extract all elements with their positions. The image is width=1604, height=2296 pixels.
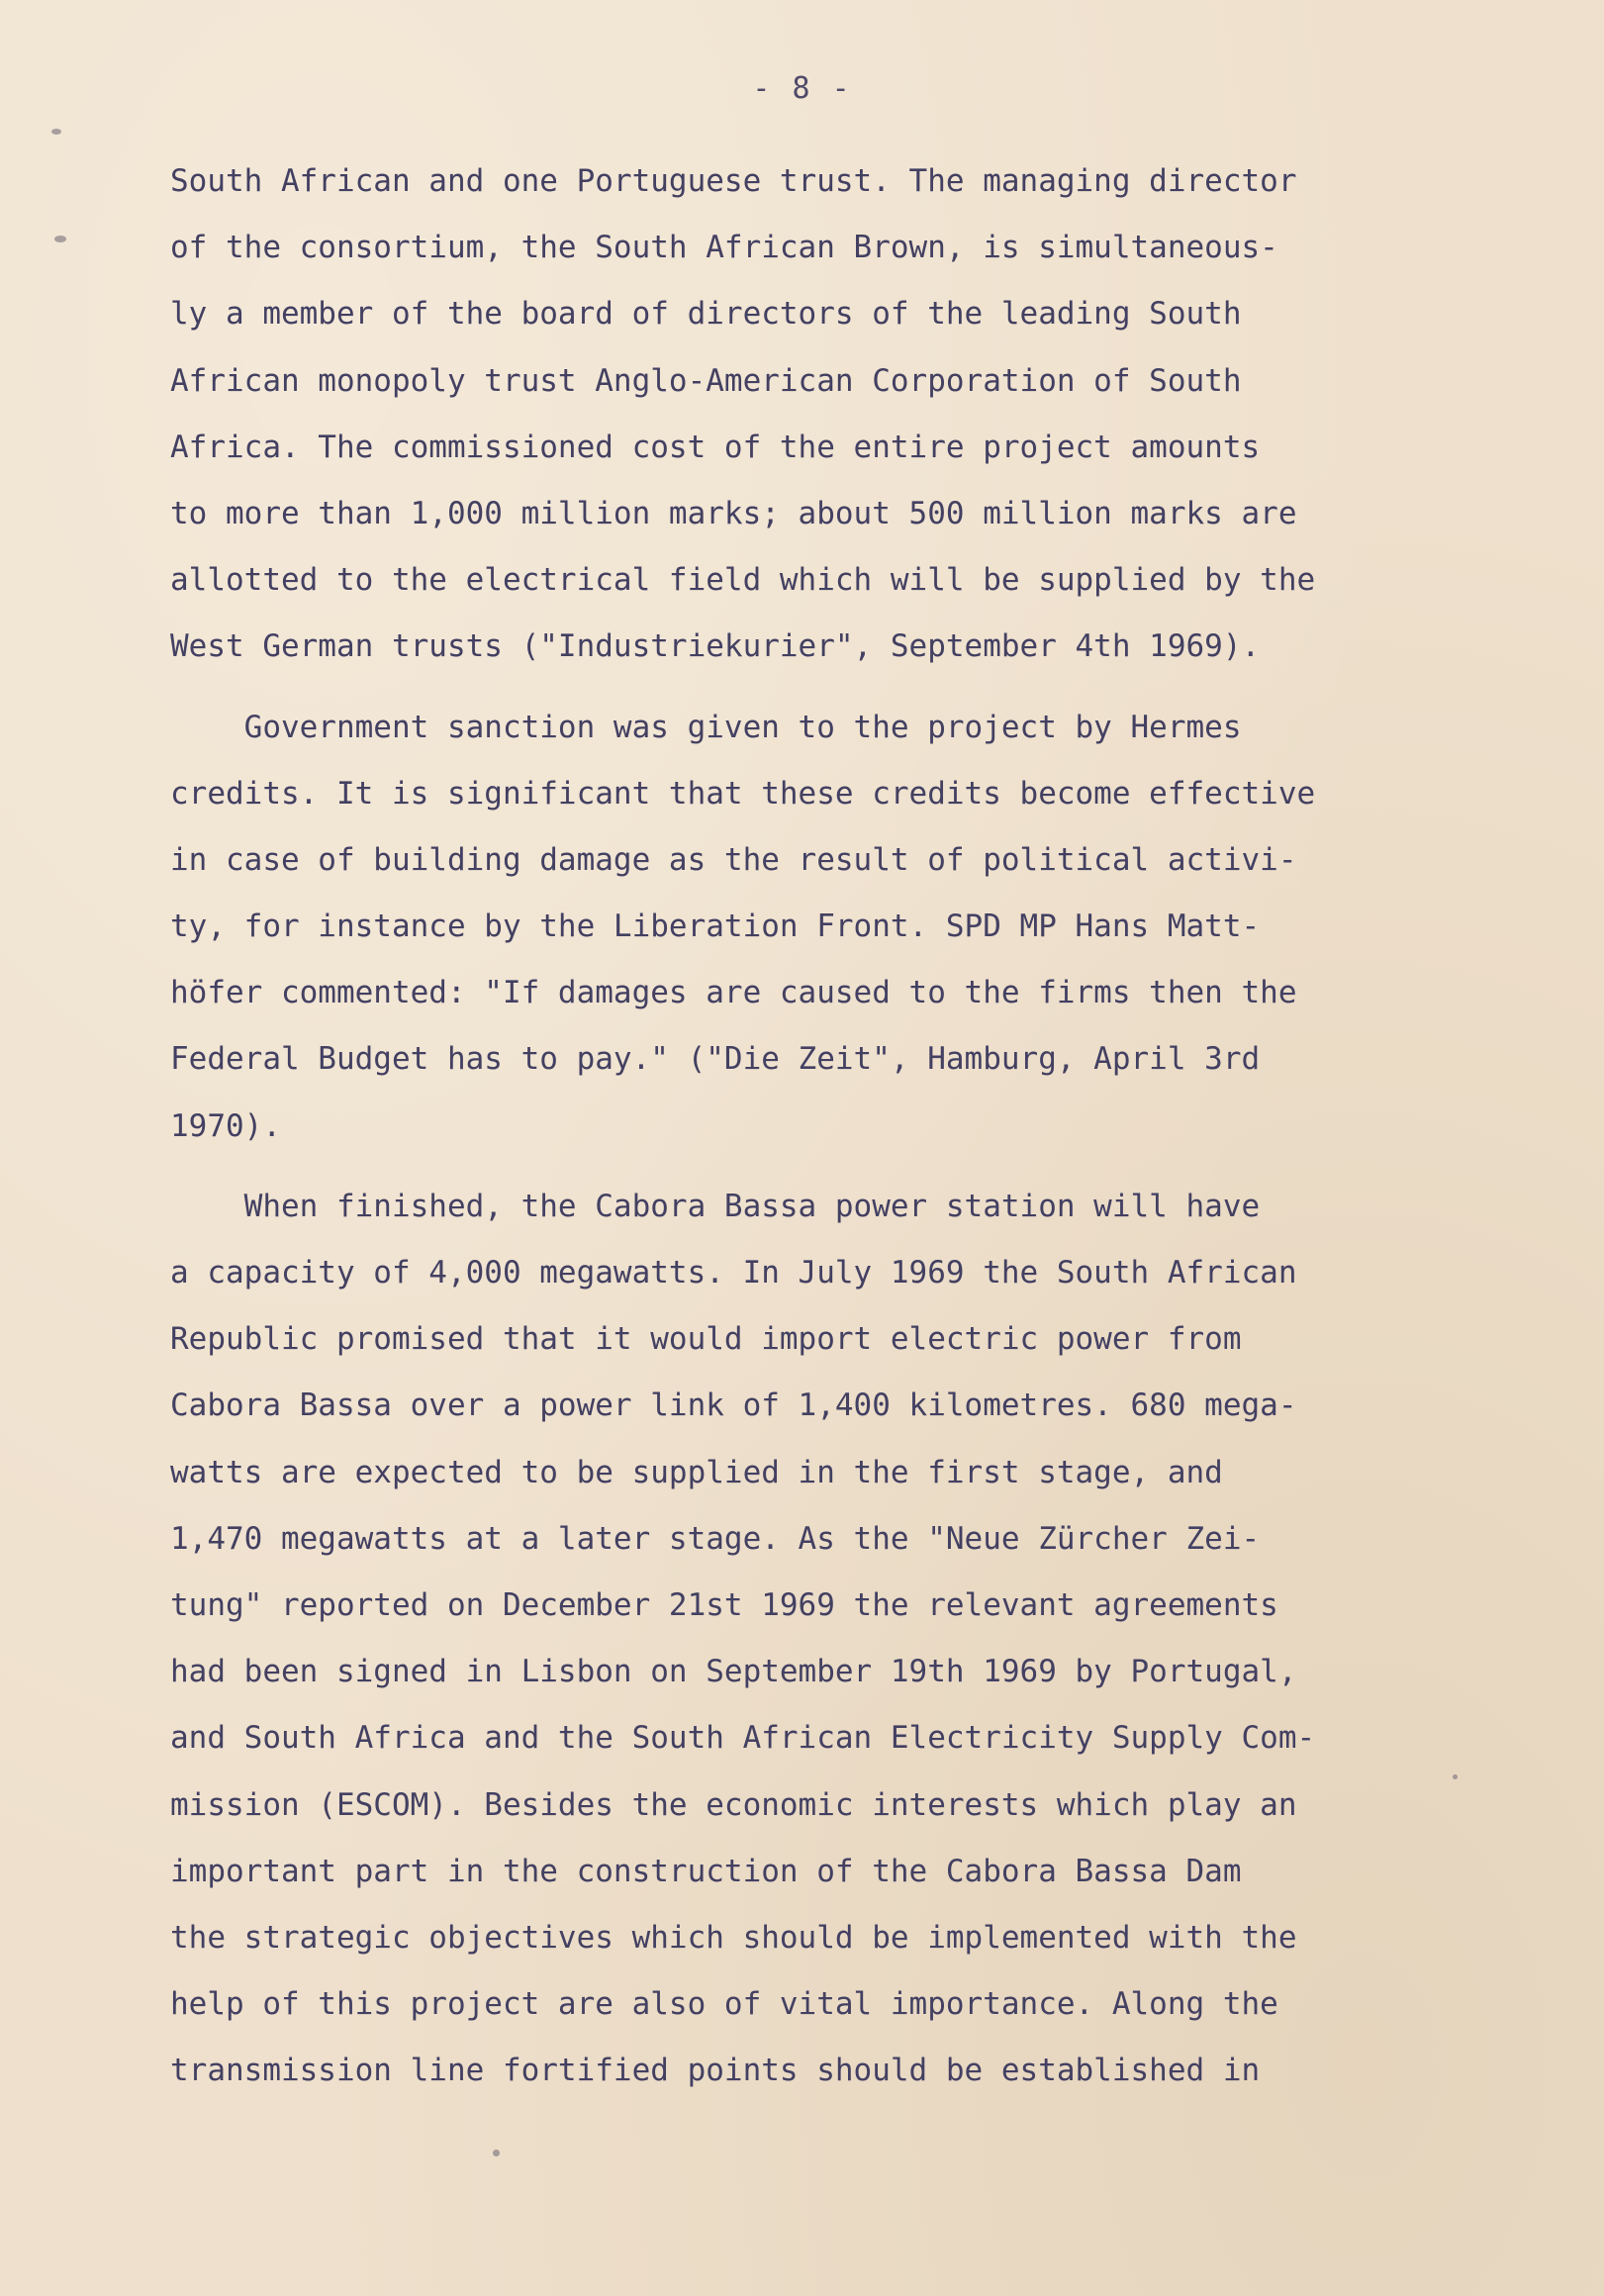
text-line: transmission line fortified points should be established in: [170, 2053, 1261, 2089]
text-line: tung" reported on December 21st 1969 the relevant agreements: [170, 1586, 1278, 1623]
text-line: had been signed in Lisbon on September 19th 1969 by Portugal,: [170, 1654, 1297, 1690]
text-line: to more than 1,000 million marks; about 500 million marks are: [170, 495, 1297, 531]
text-line: watts are expected to be supplied in the first stage, and: [170, 1454, 1223, 1490]
text-line: of the consortium, the South African Brown, is simultaneous-: [170, 230, 1278, 266]
text-line: the strategic objectives which should be implemented with the: [170, 1919, 1297, 1956]
text-line: ty, for instance by the Liberation Front. SPD MP Hans Matt-: [170, 909, 1261, 945]
ink-speck: [54, 236, 66, 242]
text-line: credits. It is significant that these credits become effective: [170, 775, 1316, 812]
text-line: When finished, the Cabora Bassa power station will have: [170, 1188, 1261, 1224]
paragraph-1: [170, 148, 1447, 681]
text-line: West German trusts ("Industriekurier", September 4th 1969).: [170, 628, 1261, 665]
paragraph-3: [170, 1174, 1447, 2105]
ink-speck: [493, 2150, 500, 2156]
text-line: Federal Budget has to pay." ("Die Zeit", Hamburg, April 3rd: [170, 1041, 1261, 1078]
text-line: höfer commented: "If damages are caused to the firms then the: [170, 975, 1297, 1011]
text-line: African monopoly trust Anglo-American Corporation of South: [170, 362, 1242, 399]
ink-speck: [51, 129, 61, 135]
paragraph-gap: [170, 681, 1447, 695]
paragraph-2: [170, 695, 1447, 1160]
paragraph-gap: [170, 1160, 1447, 1174]
text-line: Government sanction was given to the project by Hermes: [170, 709, 1242, 745]
text-line: 1970).: [170, 1107, 281, 1144]
text-line: a capacity of 4,000 megawatts. In July 1969 the South African: [170, 1255, 1297, 1291]
text-line: ly a member of the board of directors of the leading South: [170, 296, 1242, 333]
text-line: Republic promised that it would import electric power from: [170, 1321, 1242, 1358]
text-line: South African and one Portuguese trust. The managing director: [170, 163, 1297, 199]
text-line: allotted to the electrical field which will be supplied by the: [170, 562, 1316, 599]
text-line: in case of building damage as the result of political activi-: [170, 841, 1297, 878]
text-line: mission (ESCOM). Besides the economic interests which play an: [170, 1786, 1297, 1823]
ink-speck: [1453, 1774, 1458, 1779]
text-line: Africa. The commissioned cost of the entire project amounts: [170, 429, 1261, 465]
page-number: - 8 -: [752, 71, 852, 106]
text-line: 1,470 megawatts at a later stage. As the "Neue Zürcher Zei-: [170, 1520, 1261, 1557]
text-line: help of this project are also of vital importance. Along the: [170, 1986, 1278, 2023]
text-line: and South Africa and the South African Electricity Supply Com-: [170, 1720, 1316, 1757]
body-text: [170, 148, 1447, 2104]
text-line: important part in the construction of the Cabora Bassa Dam: [170, 1853, 1242, 1889]
text-line: Cabora Bassa over a power link of 1,400 kilometres. 680 mega-: [170, 1387, 1297, 1424]
